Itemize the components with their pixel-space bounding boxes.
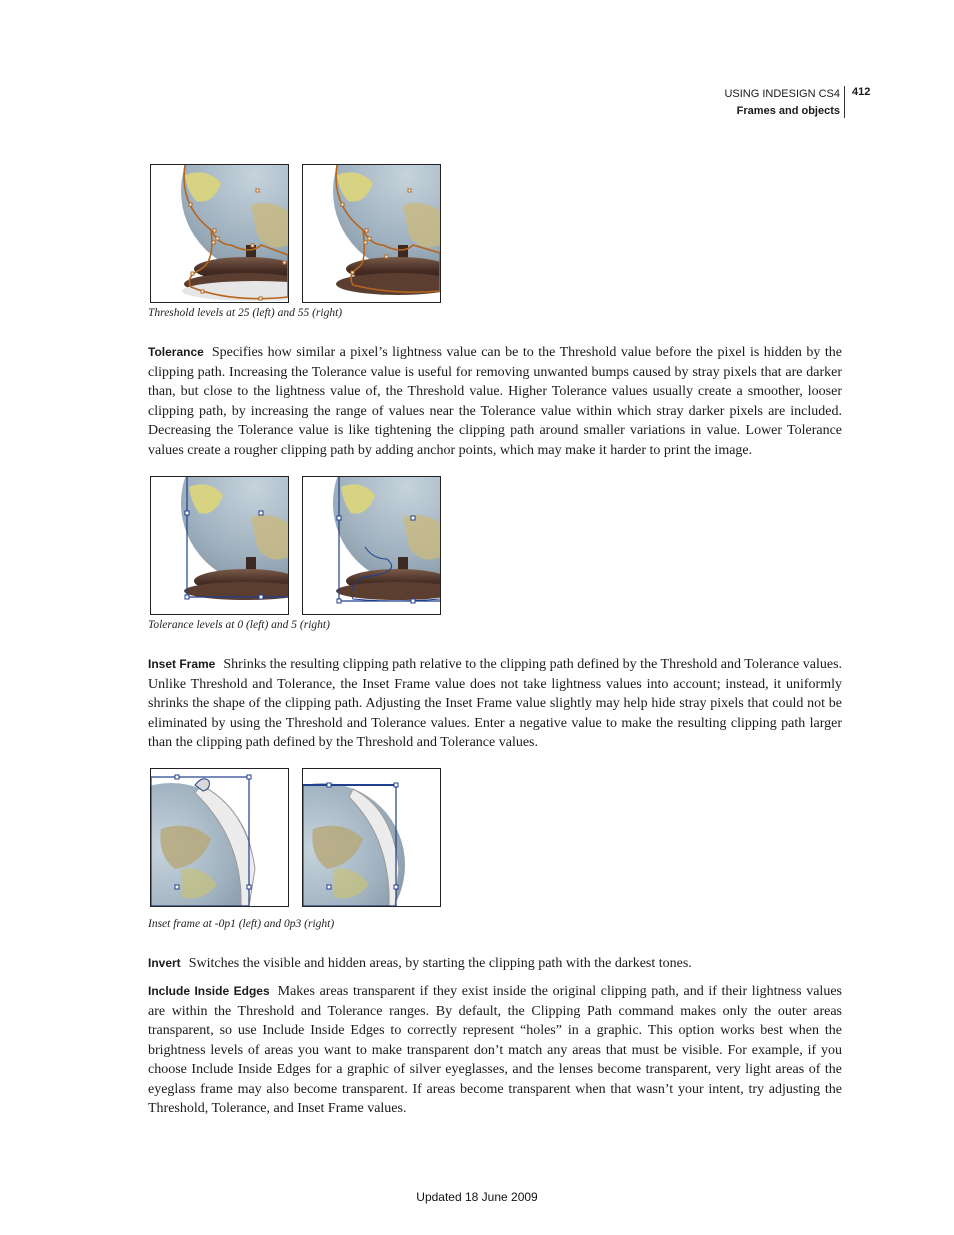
figure-caption: Tolerance levels at 0 (left) and 5 (right) xyxy=(148,619,330,631)
page-number: 412 xyxy=(852,86,871,98)
section-title: Frames and objects xyxy=(736,105,840,117)
threshold-25-image xyxy=(150,164,289,303)
inset-frame-minus-0p1-image xyxy=(150,768,289,907)
header-divider xyxy=(844,86,845,118)
page-footer: Updated 18 June 2009 xyxy=(416,1190,538,1204)
include-inside-edges-text: Makes areas transparent if they exist inside the original clipping path, and if their lightness values are within the Threshold and Tolerance ranges. By default, the Clipping Path command makes only the outer areas transparent, so use Include Inside Edges to correctly represent “holes” in a graphic. This option works best when the brightness levels of areas you want to make transparent don’t match any areas that must be visible. For example, if you choose Include Inside Edges for a graphic of silver eyeglasses, and the lenses become transparent, very light areas of the eyeglass frame may also become transparent. If areas become transparent when that wasn’t your intent, try adjusting the Threshold, Tolerance, and Inset Frame values. xyxy=(148,984,842,1116)
invert-paragraph xyxy=(148,954,842,974)
inset-frame-paragraph xyxy=(148,655,842,753)
include-inside-edges-paragraph xyxy=(148,982,842,1119)
include-inside-edges-term: Include Inside Edges xyxy=(148,984,270,998)
tolerance-text: Specifies how similar a pixel’s lightness value can be to the Threshold value before the pixel is hidden by the clipping path. Increasing the Tolerance value is useful for removing unwanted bumps caused by stray pixels that are darker than, but close to the lightness value of, the Threshold value. Higher Tolerance values usually create a smoother, looser clipping path, by increasing the range of values near the Tolerance value within which stray darker pixels are included. Decreasing the Tolerance value is like tightening the clipping path around smaller variations in value. Lower Tolerance values create a rougher clipping path by adding anchor points, which may make it harder to print the image. xyxy=(148,345,842,458)
tolerance-paragraph xyxy=(148,343,842,460)
inset-frame-text: Shrinks the resulting clipping path relative to the clipping path defined by the Threshold and Tolerance values. Unlike Threshold and Tolerance, the Inset Frame value does not take lightness values into account; instead, it uniformly shrinks the shape of the clipping path. Adjusting the Inset Frame value slightly may help hide stray pixels that could not be eliminated by using the Threshold and Tolerance values. Enter a negative value to make the resulting clipping path larger than the clipping path defined by the Threshold and Tolerance values. xyxy=(148,657,843,750)
document-title: USING INDESIGN CS4 xyxy=(724,88,840,100)
figure-caption: Inset frame at -0p1 (left) and 0p3 (right) xyxy=(148,918,335,930)
threshold-55-image xyxy=(302,164,441,303)
inset-frame-0p3-image xyxy=(302,768,441,907)
tolerance-0-image xyxy=(150,476,289,615)
invert-term: Invert xyxy=(148,956,181,970)
running-header xyxy=(724,86,840,120)
inset-frame-term: Inset Frame xyxy=(148,657,216,671)
tolerance-term: Tolerance xyxy=(148,345,204,359)
tolerance-5-image xyxy=(302,476,441,615)
invert-text: Switches the visible and hidden areas, by starting the clipping path with the darkest tones. xyxy=(188,956,692,971)
figure-caption: Threshold levels at 25 (left) and 55 (right) xyxy=(148,307,343,319)
